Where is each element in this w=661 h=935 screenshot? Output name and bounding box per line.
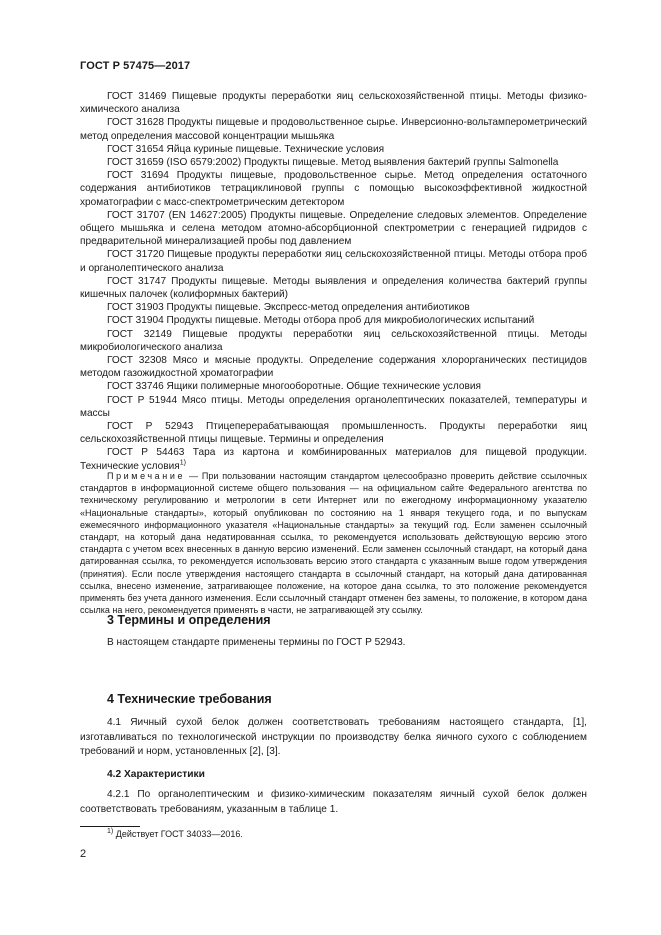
section-4-paragraph-2: 4.2.1 По органолептическим и физико-химическим показателям яичный сухой белок должен соответствовать требованиям, указанным в таблице 1. [80,789,587,815]
reference-item: ГОСТ 31694 Продукты пищевые, продовольственное сырье. Метод определения остаточного содержания антибиотиков тетрациклиновой группы с помощью высокоэффективной жидкостной хроматографии с масс-спектрометрическим детектором [80,170,587,208]
note-text: — При пользовании настоящим стандартом целесообразно проверить действие ссылочных стандартов в информационной системе общего пользования — на официальном сайте Федерального агентства по техническому регулированию и метрологии в сети Интернет или по ежегодному информационному указателю «Национальные стандарты», который опубликован по состоянию на 1 января текущего года, и по выпускам ежемесячного информационного указателя «Национальные стандарты» за текущий год. Если заменен ссылочный стандарт, на который дана недатированная ссылка, то рекомендуется использовать действующую версию этого стандарта с учетом всех внесенных в данную версию изменений. Если заменен ссылочный стандарт, на который дана датированная ссылка, то рекомендуется использовать версию этого стандарта с указанным выше годом утверждения (принятия). Если после утверждения настоящего стандарта в ссылочный стандарт, на который дана датированная ссылка, внесено изменение, затрагивающее положение, на которое дана ссылка, то это положение рекомендуется применять без учета данного изменения. Если ссылочный стандарт отменен без замены, то положение, в котором дана ссылка на него, рекомендуется применять в части, не затрагивающей эту ссылку. [80,471,587,616]
footnote-marker: 1) [179,459,186,467]
section-4-heading: 4 Технические требования [107,692,272,706]
section-4-paragraph-1: 4.1 Яичный сухой белок должен соответствовать требованиям настоящего стандарта, [1], изготавливаться по технологической инструкции по производству белка яичного сухого с соблюдением требований и норм, установленных [2], [3]. [80,717,587,757]
footnote-text: Действует ГОСТ 34033—2016. [115,829,243,839]
page-number: 2 [80,848,87,860]
footnote-divider [80,826,140,827]
reference-item: ГОСТ 31904 Продукты пищевые. Методы отбора проб для микробиологических испытаний [107,315,535,327]
reference-item: ГОСТ 32149 Пищевые продукты переработки яиц сельскохозяйственной птицы. Методы микробиологического анализа [80,328,587,353]
footnote [107,829,243,839]
reference-item: ГОСТ Р 51944 Мясо птицы. Методы определения органолептических показателей, температуры и массы [80,394,587,419]
note-label: Примечание [107,471,186,481]
reference-item-last [80,446,587,472]
section-3-heading: 3 Термины и определения [107,613,271,627]
note-block [80,470,587,616]
section-4-2-heading: 4.2 Характеристики [107,769,205,780]
reference-item: ГОСТ 31628 Продукты пищевые и продовольственное сырье. Инверсионно-вольтамперометрический метод определения массовой концентрации мышьяка [80,117,587,142]
reference-item: ГОСТ 31659 (ISO 6579:2002) Продукты пищевые. Метод выявления бактерий группы Salmonella [107,157,559,169]
reference-item: ГОСТ Р 52943 Птицеперерабатывающая промышленность. Продукты переработки яиц сельскохозяйственной птицы пищевые. Термины и определения [80,421,587,446]
normative-references-list [80,90,587,473]
reference-item: ГОСТ 31903 Продукты пищевые. Экспресс-метод определения антибиотиков [107,302,470,314]
reference-item: ГОСТ 31654 Яйца куриные пищевые. Технические условия [107,143,385,155]
reference-item: ГОСТ 32308 Мясо и мясные продукты. Определение содержания хлорорганических пестицидов методом газожидкостной хроматографии [80,355,587,380]
reference-item: ГОСТ 31469 Пищевые продукты переработки яиц сельскохозяйственной птицы. Методы физико-химического анализа [80,91,587,116]
reference-item: ГОСТ 31707 (EN 14627:2005) Продукты пищевые. Определение следовых элементов. Определение общего мышьяка и селена методом атомно-абсорбционной спектрометрии с генерацией гидридов с предварительной минерализацией пробы под давлением [80,209,587,248]
reference-item: ГОСТ 33746 Ящики полимерные многооборотные. Общие технические условия [107,381,481,393]
document-header: ГОСТ Р 57475—2017 [80,60,191,72]
section-3-body: В настоящем стандарте применены термины по ГОСТ Р 52943. [107,637,406,648]
reference-item: ГОСТ 31720 Пищевые продукты переработки яиц сельскохозяйственной птицы. Методы отбора проб и органолептического анализа [80,249,587,274]
footnote-marker: 1) [107,828,114,835]
reference-item: ГОСТ 31747 Продукты пищевые. Методы выявления и определения количества бактерий группы кишечных палочек (колиформных бактерий) [80,275,587,301]
reference-text: ГОСТ Р 54463 Тара из картона и комбинированных материалов для пищевой продукции. Технические условия [80,447,587,472]
